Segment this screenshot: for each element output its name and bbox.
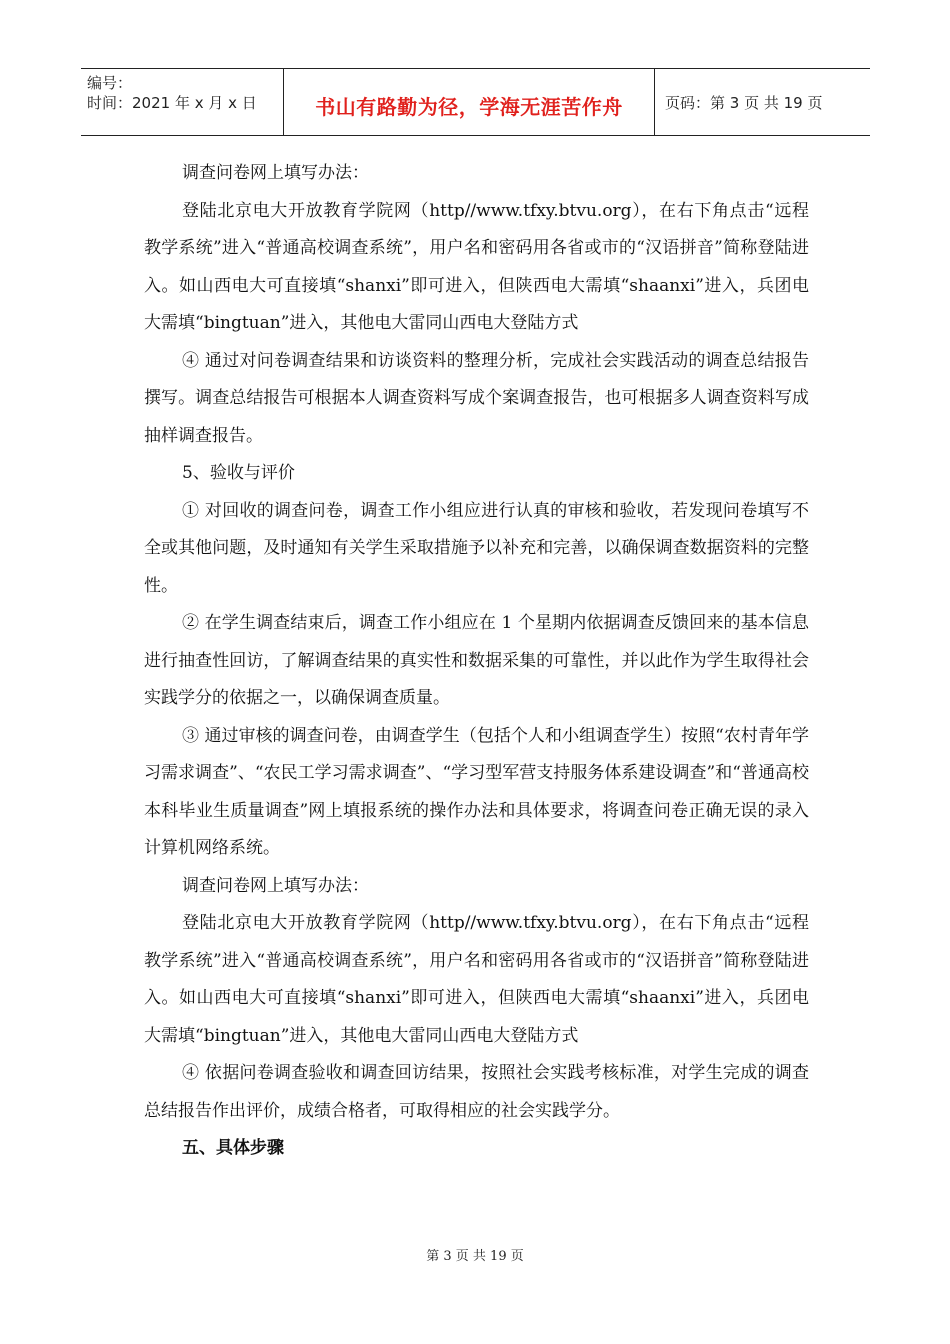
section-heading-steps: 五、具体步骤 [182,1138,284,1158]
paragraph-item-3-entry: ③ 通过审核的调查问卷，由调查学生（包括个人和小组调查学生）按照“农村青年学习需求调查”、“农民工学习需求调查”、“学习型军营支持服务体系建设调查”和“普通高校本科毕业生质量调查”网上填报系统的操作办法和具体要求，将调查问卷正确无误的录入计算机网络系统。 [144,725,809,858]
page-footer: 第 3 页 共 19 页 [426,1249,524,1264]
document-body [144,155,809,1168]
header-motto: 书山有路勤为径，学海无涯苦作舟 [283,69,655,135]
paragraph-login-instructions: 登陆北京电大开放教育学院网（http//www.tfxy.btvu.org），在右下角点击“远程教学系统”进入“普通高校调查系统”，用户名和密码用各省或市的“汉语拼音”简称登陆进入。如山西电大可直接填“shanxi”即可进入，但陕西电大需填“shaanxi”进入，兵团电大需填“bingtuan”进入，其他电大雷同山西电大登陆方式 [144,200,809,333]
header-page-info: 页码：第 3 页 共 19 页 [665,93,823,112]
paragraph-item-2-revisit: ② 在学生调查结束后，调查工作小组应在 1 个星期内依据调查反馈回来的基本信息进行抽查性回访，了解调查结果的真实性和数据采集的可靠性，并以此作为学生取得社会实践学分的依据之一，以确保调查质量。 [144,613,809,708]
date-label: 时间：2021 年 x 月 x 日 [87,94,257,112]
paragraph-item-1-review: ① 对回收的调查问卷，调查工作小组应进行认真的审核和验收，若发现问卷填写不全或其他问题，及时通知有关学生采取措施予以补充和完善，以确保调查数据资料的完整性。 [144,500,809,596]
paragraph-survey-method-heading-2: 调查问卷网上填写办法： [182,875,369,896]
paragraph-item-4-report: ④ 通过对问卷调查结果和访谈资料的整理分析，完成社会实践活动的调查总结报告撰写。调查总结报告可根据本人调查资料写成个案调查报告，也可根据多人调查资料写成抽样调查报告。 [144,350,809,446]
paragraph-item-4-evaluation: ④ 依据问卷调查验收和调查回访结果，按照社会实践考核标准，对学生完成的调查总结报告作出评价，成绩合格者，可取得相应的社会实践学分。 [144,1063,809,1121]
header-meta [81,69,283,135]
serial-label: 编号： [87,74,133,92]
paragraph-survey-method-heading: 调查问卷网上填写办法： [182,163,369,183]
page-header [81,68,870,136]
section-heading-acceptance: 5、验收与评价 [182,463,295,483]
paragraph-login-instructions-2: 登陆北京电大开放教育学院网（http//www.tfxy.btvu.org），在右下角点击“远程教学系统”进入“普通高校调查系统”，用户名和密码用各省或市的“汉语拼音”简称登陆进入。如山西电大可直接填“shanxi”即可进入，但陕西电大需填“shaanxi”进入，兵团电大需填“bingtuan”进入，其他电大雷同山西电大登陆方式 [144,913,809,1046]
